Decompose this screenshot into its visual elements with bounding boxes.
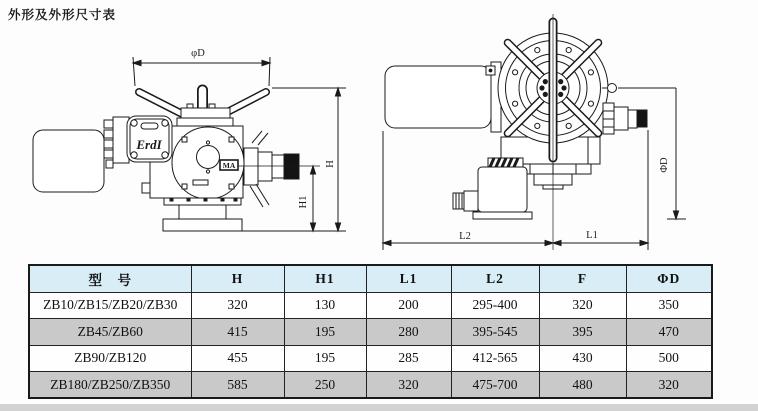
value-cell: 455 xyxy=(191,345,284,372)
cover-bolt xyxy=(131,120,137,126)
value-cell: 415 xyxy=(191,319,284,346)
cable-line xyxy=(256,184,269,205)
center-hub-circle xyxy=(197,146,220,169)
hub-hole xyxy=(206,141,209,144)
dimension-label-H1: H1 xyxy=(298,195,309,209)
wheel-mount-plate-wide xyxy=(177,118,233,126)
column-header-model: 型 号 xyxy=(29,265,191,292)
cover-bolt xyxy=(182,184,187,189)
hub-bolt xyxy=(562,86,566,90)
wheel-bolt-hole xyxy=(513,70,518,75)
table-row xyxy=(29,319,712,346)
wheel-mount-bolt xyxy=(187,104,193,108)
motor-housing-side xyxy=(385,66,491,128)
dimension-label-L2: L2 xyxy=(459,231,471,242)
value-cell: 130 xyxy=(284,292,366,319)
table-row xyxy=(29,292,712,319)
cable-connector xyxy=(464,191,478,211)
ma-badge-label: MA xyxy=(222,160,236,170)
cover-bolt xyxy=(162,152,168,158)
motor-housing xyxy=(33,130,104,192)
page-title: 外形及外形尺寸表 xyxy=(8,8,117,22)
cover-bolt xyxy=(162,120,168,126)
hub-bolt xyxy=(543,92,547,96)
wheel-bolt-hole xyxy=(588,101,593,106)
value-cell: 295-400 xyxy=(451,292,539,319)
model-cell: ZB10/ZB15/ZB20/ZB30 xyxy=(29,292,191,319)
front-diameter-dimension xyxy=(133,57,270,86)
cable-line xyxy=(250,186,263,207)
value-cell: 285 xyxy=(366,345,451,372)
value-cell: 475-700 xyxy=(451,372,539,399)
value-cell: 412-565 xyxy=(451,345,539,372)
wheel-bolt-hole xyxy=(566,123,571,128)
output-connector xyxy=(603,103,647,134)
column-header-phiD: ΦD xyxy=(626,265,712,292)
value-cell: 470 xyxy=(626,319,712,346)
value-cell: 395 xyxy=(539,319,626,346)
value-cell: 430 xyxy=(539,345,626,372)
housing-side-tab xyxy=(142,183,150,193)
cover-bolt xyxy=(229,137,234,142)
model-cell: ZB45/ZB60 xyxy=(29,319,191,346)
value-cell: 585 xyxy=(191,372,284,399)
model-cell: ZB180/ZB250/ZB350 xyxy=(29,372,191,399)
column-header-H1: H1 xyxy=(284,265,366,292)
brand-logo: ErdI xyxy=(136,137,162,152)
column-header-F: F xyxy=(539,265,626,292)
flange-bolt-dot xyxy=(489,69,492,72)
hub-bolt xyxy=(559,92,563,96)
dimension-label-H: H xyxy=(325,160,336,168)
value-cell: 320 xyxy=(626,372,712,399)
output-shaft xyxy=(244,131,299,207)
side-view-drawing xyxy=(383,14,686,250)
eyebolt xyxy=(608,84,617,93)
value-cell: 480 xyxy=(539,372,626,399)
dimension-label-L1: L1 xyxy=(586,230,598,241)
knurled-shaft-end xyxy=(284,154,299,179)
model-cell: ZB90/ZB120 xyxy=(29,345,191,372)
scan-edge-bar xyxy=(0,404,758,411)
dimension-label-side-diameter: ΦD xyxy=(659,157,670,173)
dimension-label-front-diameter: φD xyxy=(191,48,205,59)
dimension-table xyxy=(28,264,713,399)
cover-slot xyxy=(141,123,158,129)
column-header-L2: L2 xyxy=(451,265,539,292)
hub-bolt xyxy=(559,80,563,84)
wheel-bolt-hole xyxy=(566,48,571,53)
wheel-bolt-hole xyxy=(535,48,540,53)
cover-bolt xyxy=(182,137,187,142)
table-header-row xyxy=(29,265,712,292)
value-cell: 250 xyxy=(284,372,366,399)
table-row xyxy=(29,345,712,372)
column-header-L1: L1 xyxy=(366,265,451,292)
wheel-bolt-hole xyxy=(588,70,593,75)
nameplate-slot xyxy=(193,180,208,185)
junction-box-side xyxy=(453,158,532,219)
hub-bolt xyxy=(543,80,547,84)
value-cell: 280 xyxy=(366,319,451,346)
value-cell: 195 xyxy=(284,345,366,372)
value-cell: 200 xyxy=(366,292,451,319)
hub-hole xyxy=(206,170,209,173)
wheel-bolt-hole xyxy=(535,123,540,128)
value-cell: 320 xyxy=(366,372,451,399)
hub-bolt xyxy=(540,86,544,90)
column-header-H: H xyxy=(191,265,284,292)
base-flange xyxy=(163,198,242,231)
wheel-mount-plate xyxy=(181,108,230,118)
value-cell: 350 xyxy=(626,292,712,319)
value-cell: 195 xyxy=(284,319,366,346)
terminal-blocks xyxy=(104,120,113,168)
wheel-bolt-hole xyxy=(513,101,518,106)
cover-bolt xyxy=(229,184,234,189)
value-cell: 320 xyxy=(539,292,626,319)
value-cell: 500 xyxy=(626,345,712,372)
value-cell: 395-545 xyxy=(451,319,539,346)
cover-bolt xyxy=(131,152,137,158)
value-cell: 320 xyxy=(191,292,284,319)
table-row xyxy=(29,372,712,399)
wheel-mount-bolt xyxy=(209,104,215,108)
knurled-connector-end xyxy=(637,110,647,127)
